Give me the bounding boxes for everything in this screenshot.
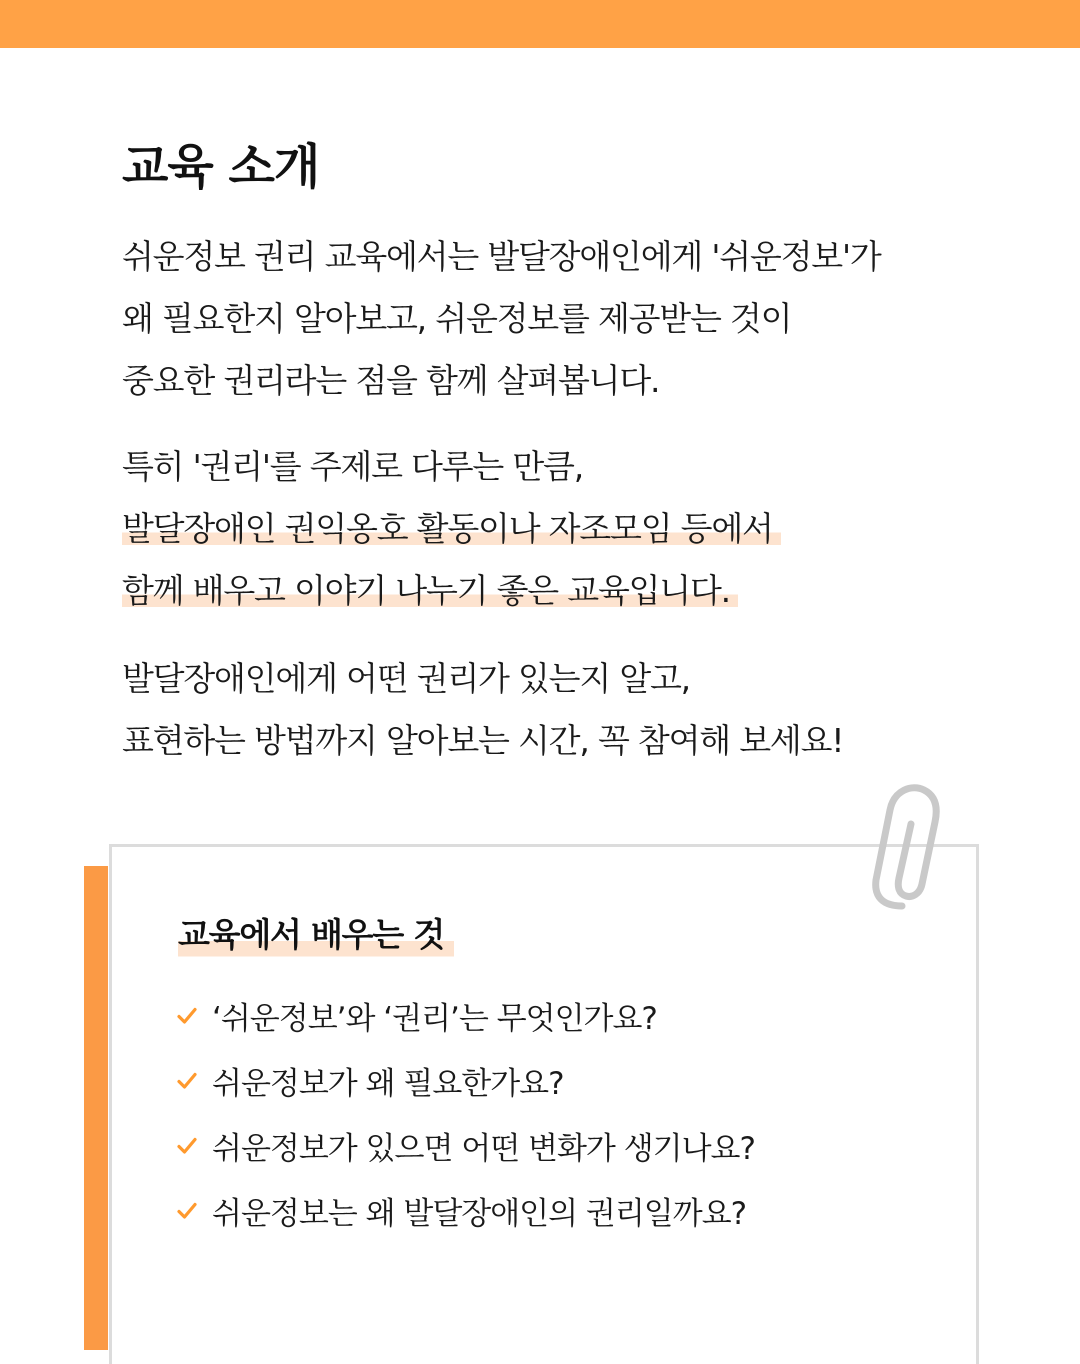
highlighted-line: 함께 배우고 이야기 나누기 좋은 교육입니다.	[122, 571, 738, 610]
intro-line: 특히 '권리'를 주제로 다루는 만큼,	[122, 447, 584, 486]
intro-line: 표현하는 방법까지 알아보는 시간, 꼭 참여해 보세요!	[122, 721, 844, 760]
check-icon	[176, 1070, 198, 1092]
intro-line: 쉬운정보 권리 교육에서는 발달장애인에게 '쉬운정보'가	[122, 237, 881, 276]
intro-paragraph-3	[122, 648, 982, 772]
top-accent-bar	[0, 0, 1080, 48]
card-title: 교육에서 배우는 것	[178, 911, 454, 959]
check-icon	[176, 1005, 198, 1027]
check-icon	[176, 1200, 198, 1222]
paperclip-icon	[864, 784, 944, 916]
intro-line: 발달장애인에게 어떤 권리가 있는지 알고,	[122, 659, 690, 698]
list-item	[176, 1113, 755, 1178]
list-item-text: 쉬운정보가 있으면 어떤 변화가 생기나요?	[212, 1131, 755, 1167]
list-item-text: 쉬운정보는 왜 발달장애인의 권리일까요?	[212, 1196, 747, 1232]
learning-list	[176, 983, 755, 1243]
list-item	[176, 983, 755, 1048]
check-icon	[176, 1135, 198, 1157]
intro-line: 왜 필요한지 알아보고, 쉬운정보를 제공받는 것이	[122, 299, 792, 338]
intro-paragraph-1	[122, 226, 982, 412]
list-item	[176, 1178, 755, 1243]
list-item-text: ‘쉬운정보’와 ‘권리’는 무엇인가요?	[212, 1001, 657, 1037]
highlighted-line: 발달장애인 권익옹호 활동이나 자조모임 등에서	[122, 509, 781, 548]
intro-line: 중요한 권리라는 점을 함께 살펴봅니다.	[122, 361, 660, 400]
list-item-text: 쉬운정보가 왜 필요한가요?	[212, 1066, 564, 1102]
card-accent-bar	[84, 866, 108, 1350]
list-item	[176, 1048, 755, 1113]
intro-body	[122, 226, 982, 772]
intro-paragraph-2	[122, 436, 982, 622]
learning-card	[109, 844, 979, 1364]
section-title: 교육 소개	[122, 139, 320, 195]
